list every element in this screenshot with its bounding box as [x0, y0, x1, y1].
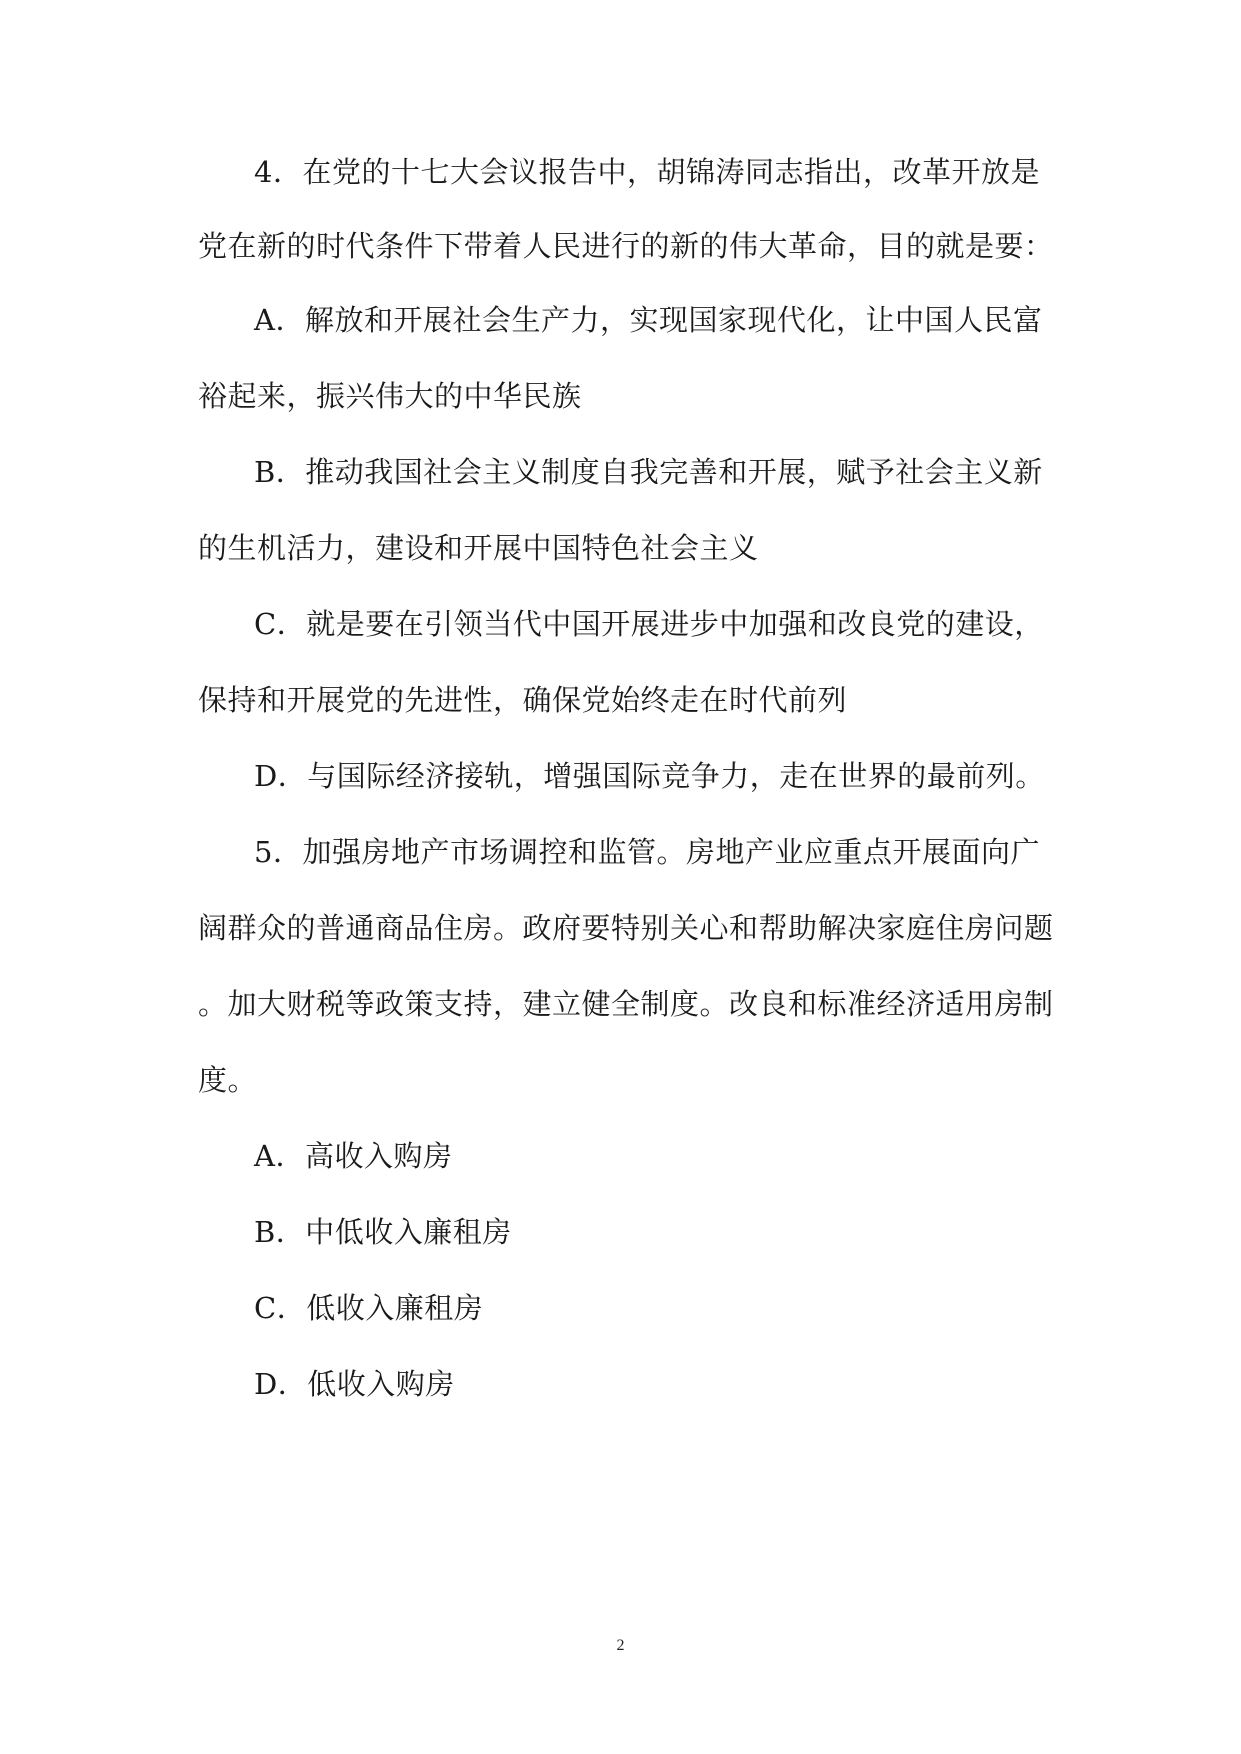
question-4-option-c-line-1: C．就是要在引领当代中国开展进步中加强和改良党的建设， — [254, 607, 1044, 641]
question-5-stem-line-4: 度。 — [198, 1063, 258, 1097]
question-5-stem-line-1: 5．加强房地产市场调控和监管。房地产业应重点开展面向广 — [254, 835, 1040, 869]
question-5-option-a: A．高收入购房 — [254, 1139, 453, 1173]
question-5-stem-line-2: 阔群众的普通商品住房。政府要特别关心和帮助解决家庭住房问题 — [198, 911, 1054, 945]
question-4-option-a-line-1: A．解放和开展社会生产力，实现国家现代化，让中国人民富 — [254, 303, 1043, 337]
question-4-option-d: D．与国际经济接轨，增强国际竞争力，走在世界的最前列。 — [254, 759, 1045, 793]
question-5-option-b: B．中低收入廉租房 — [254, 1215, 512, 1249]
question-5-stem-line-3: 。加大财税等政策支持，建立健全制度。改良和标准经济适用房制 — [198, 987, 1054, 1021]
question-4-stem-line-2: 党在新的时代条件下带着人民进行的新的伟大革命，目的就是要： — [198, 229, 1054, 263]
question-4-stem-line-1: 4．在党的十七大会议报告中，胡锦涛同志指出，改革开放是 — [254, 155, 1040, 189]
question-4-option-b-line-2: 的生机活力，建设和开展中国特色社会主义 — [198, 531, 759, 565]
question-5-option-c: C．低收入廉租房 — [254, 1291, 484, 1325]
question-4-option-b-line-1: B．推动我国社会主义制度自我完善和开展，赋予社会主义新 — [254, 455, 1043, 489]
page-number: 2 — [616, 1637, 625, 1654]
question-4-option-c-line-2: 保持和开展党的先进性，确保党始终走在时代前列 — [198, 683, 848, 717]
question-5-option-d: D．低收入购房 — [254, 1367, 455, 1401]
question-4-option-a-line-2: 裕起来，振兴伟大的中华民族 — [198, 379, 582, 413]
